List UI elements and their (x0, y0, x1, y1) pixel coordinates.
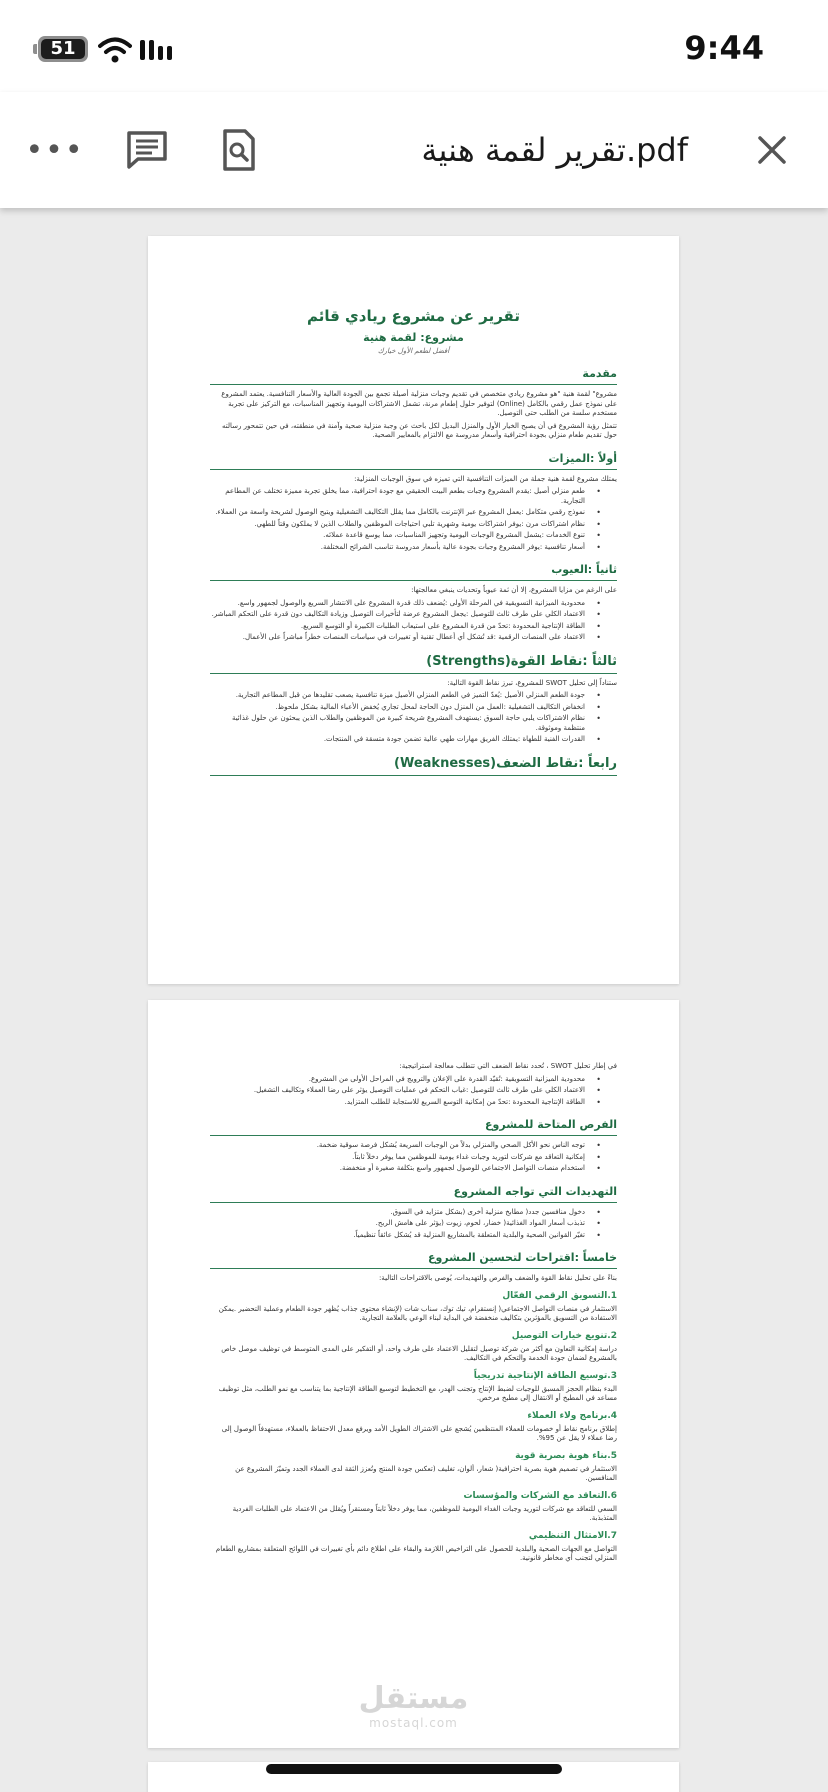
list-item: • محدودية الميزانية التسويقية في المرحلة الأولى :يُضعف ذلك قدرة المشروع على الانتشار السريع والوصول لجمهور واسع. (210, 599, 587, 609)
suggestion-text: إطلاق برنامج نقاط أو خصومات للعملاء المنتظمين يُشجع على الاشتراك الطويل الأمد ويرفع معدل الاحتفاظ بالعملاء، مستهدفاً الوصول إلى رضا عملاء لا يقل عن 95%. (221, 1424, 617, 1442)
close-icon[interactable] (742, 92, 802, 208)
report-subtitle: مشروع: لقمة هنية (363, 331, 464, 344)
suggestion-text: الاستثمار في تصميم هوية بصرية احترافية( شعار، ألوان، تغليف (تعكس جودة المنتج وتُعزز الثقة لدى العملاء الجدد وتميّز المشروع عن المنافسين. (235, 1464, 617, 1482)
paragraph: تتمثل رؤية المشروع في أن يصبح الخيار الأول والمنزل البديل لكل باحث عن وجبة منزلية صحية وآمنة في منطقته، في حين تتمحور رسالته حول تقديم طعام منزلي بجودة احترافية وأسعار مدروسة مع الالتزام بالمعايير الصحية. (222, 421, 617, 439)
list-item: • توجه الناس نحو الأكل الصحي والمنزلي بدلاً من الوجبات السريعة يُشكل فرصة سوقية ضخمة. (210, 1141, 587, 1151)
section-heading: أولاً :الميزات (210, 451, 617, 470)
watermark-text: مستقل (358, 1681, 469, 1716)
list-item: • نظام اشتراكات مرن :يوفر اشتراكات يومية وشهرية تلبي احتياجات الموظفين والطلاب الذين لا يملكون وقتاً للطهي. (210, 520, 587, 530)
paragraph: في إطار تحليل SWOT ، تُحدد نقاط الضعف التي تتطلب معالجة استراتيجية: (399, 1062, 617, 1070)
bullet-list (210, 1075, 587, 1108)
list-item: • نموذج رقمي متكامل :يعمل المشروع عبر الإنترنت بالكامل مما يقلل التكاليف التشغيلية ويتيح الوصول لشريحة واسعة من العملاء. (210, 508, 587, 518)
section-heading: مقدمة (210, 366, 617, 385)
list-item: • انخفاض التكاليف التشغيلية :العمل من المنزل دون الحاجة لمحل تجاري يُخفض الأعباء المالية بشكل ملحوظ. (210, 703, 587, 713)
list-item: • الاعتماد على المنصات الرقمية :قد تُشكل أي أعطال تقنية أو تغييرات في سياسات المنصات خطراً مباشراً على الأعمال. (210, 633, 587, 643)
suggestion-title: 4.برنامج ولاء العملاء (527, 1410, 617, 1421)
bullet-list (210, 1208, 587, 1241)
suggestion-title: 5.بناء هوية بصرية قوية (515, 1450, 617, 1461)
list-item: • جودة الطعم المنزلي الأصيل :يُعدّ التميز في الطعم المنزلي الأصيل ميزة تنافسية يصعب تقليدها من قبل المطاعم التجارية. (210, 691, 587, 701)
suggestion-title: 2.تنويع خيارات التوصيل (511, 1330, 617, 1341)
battery-level: 51 (41, 39, 85, 59)
bullet-list (210, 1141, 587, 1174)
list-item: • تغيّر القوانين الصحية والبلدية المتعلقة بالمشاريع المنزلية قد يُشكل عائقاً تنظيمياً. (210, 1231, 587, 1241)
suggestion-title: 7.الامتثال التنظيمي (528, 1530, 617, 1541)
battery-icon (38, 36, 88, 62)
section-heading: الفرص المتاحة للمشروع (210, 1117, 617, 1136)
section-heading: ثانياً :العيوب (210, 562, 617, 581)
pdf-page-2 (148, 1000, 679, 1748)
status-bar (0, 0, 828, 92)
paragraph: على الرغم من مزايا المشروع، إلا أن ثمة عيوباً وتحديات ينبغي معالجتها: (411, 586, 617, 594)
list-item: • نظام الاشتراكات يلبي حاجة السوق :يستهدف المشروع شريحة كبيرة من الموظفين والطلاب الذين يبحثون عن حلول غذائية منتظمة وموثوقة. (210, 714, 587, 733)
list-item: • القدرات الفنية للطهاة :يمتلك الفريق مهارات طهي عالية تضمن جودة متسقة في المنتجات. (210, 735, 587, 745)
section-heading: التهديدات التي تواجه المشروع (210, 1184, 617, 1203)
section-heading: رابعاً :نقاط الضعف(Weaknesses) (210, 755, 617, 776)
list-item: • تنوع الخدمات :يشمل المشروع الوجبات اليومية وتجهيز المناسبات، مما يوسع قاعدة عملائه. (210, 531, 587, 541)
suggestion-title: 1.التسويق الرقمي الفعّال (502, 1290, 617, 1301)
report-tagline: أفضل لطعم الأول خيارك (377, 347, 450, 355)
suggestion-text: التواصل مع الجهات الصحية والبلدية للحصول على التراخيص اللازمة والبقاء على اطلاع دائم بأي تغييرات في اللوائح المتعلقة بمشاريع الطعام المنزلي لتجنب أي مخاطر قانونية. (215, 1544, 617, 1562)
status-time: 9:44 (684, 29, 764, 67)
pdf-viewer-toolbar (0, 92, 828, 208)
list-item: • استخدام منصات التواصل الاجتماعي للوصول لجمهور واسع بتكلفة صغيرة أو منخفضة. (210, 1164, 587, 1174)
list-item: • الطاقة الإنتاجية المحدودة :تحدّ من إمكانية التوسع السريع للاستجابة للطلب المتزايد. (210, 1098, 587, 1108)
comment-icon[interactable] (122, 92, 172, 208)
suggestion-text: البدء بنظام الحجز المسبق للوجبات لضبط الإنتاج وتجنب الهدر، مع التخطيط لتوسيع الطاقة الإنتاجية بما يتناسب مع نمو الطلب، مثل توظيف مساعد في المطبخ أو الانتقال إلى مطبخ مرخص. (218, 1384, 617, 1402)
watermark-logo (148, 1682, 679, 1730)
section-heading: ثالثاً :نقاط القوة(Strengths) (210, 653, 617, 674)
suggestion-text: الاستثمار في منصات التواصل الاجتماعي( إنستقرام، تيك توك، سناب شات (لإنشاء محتوى جذاب يُظهر جودة الطعام وعملية التحضير .يمكن الاستفادة من التسويق بالمؤثرين بتكاليف منخفضة في البداية لبناء الوعي بالعلامة التجارية. (218, 1304, 617, 1322)
list-item: • الطاقة الإنتاجية المحدودة :تحدّ من قدرة المشروع على استيعاب الطلبات الكبيرة أو التوسع السريع. (210, 622, 587, 632)
section-heading: خامساً :اقتراحات لتحسين المشروع (210, 1250, 617, 1269)
pdf-page-1 (148, 236, 679, 984)
list-item: • دخول منافسين جدد( مطابخ منزلية أخرى (بشكل متزايد في السوق. (210, 1208, 587, 1218)
paragraph: ستناداً إلى تحليل SWOT للمشروع، تبرز نقاط القوة التالية: (447, 678, 617, 687)
list-item: • الاعتماد الكلي على طرف ثالث للتوصيل :يجعل المشروع عرضة لتأخيرات التوصيل وزيادة التكاليف دون قدرة على التحكم المباشر. (210, 610, 587, 620)
suggestion-title: 6.التعاقد مع الشركات والمؤسسات (463, 1490, 617, 1501)
home-indicator[interactable] (266, 1764, 562, 1774)
bullet-list (210, 487, 587, 552)
paragraph: مشروع" لقمة هنية "هو مشروع ريادي متخصص في تقديم وجبات منزلية أصيلة تجمع بين الجودة العالية والأسعار التنافسية. يعتمد المشروع على نموذج عمل رقمي بالكامل (Online) لتوفير حلول إطعام مرنة، تشمل الاشتراكات اليومية وتجهيز المناسبات، مع التركيز على تجربة مستخدم سلسة من الطلب حتى التوصيل. (221, 390, 617, 417)
list-item: • إمكانية التعاقد مع شركات لتوريد وجبات غداء يومية للموظفين مما يوفر دخلاً ثابتاً. (210, 1153, 587, 1163)
paragraph: بناءً على تحليل نقاط القوة والضعف والفرص والتهديدات، يُوصى بالاقتراحات التالية: (378, 1274, 617, 1282)
suggestion-text: دراسة إمكانية التعاون مع أكثر من شركة توصيل لتقليل الاعتماد على طرف واحد، أو التفكير على المدى المتوسط في توظيف موصل خاص بالمشروع لضمان جودة الخدمة والتحكم في التكاليف. (221, 1344, 617, 1362)
watermark-url: mostaql.com (369, 1716, 458, 1730)
more-icon[interactable]: ••• (25, 132, 85, 168)
search-document-icon[interactable] (214, 92, 264, 208)
list-item: • أسعار تنافسية :يوفر المشروع وجبات بجودة عالية بأسعار مدروسة تناسب الشرائح المختلفة. (210, 543, 587, 553)
paragraph: يمتلك مشروع لقمة هنية جملة من الميزات التنافسية التي تميزه في سوق الوجبات المنزلية: (354, 474, 617, 483)
list-item: • الاعتماد الكلي على طرف ثالث للتوصيل :غياب التحكم في عمليات التوصيل يؤثر على رضا العملاء وتكاليف التشغيل. (210, 1086, 587, 1096)
cellular-signal-icon (140, 38, 176, 62)
document-title: تقرير لقمة هنية.pdf (421, 131, 688, 169)
list-item: • تذبذب أسعار المواد الغذائية( خضار، لحوم، زيوت (يؤثر على هامش الربح. (210, 1219, 587, 1229)
bullet-list (210, 599, 587, 643)
bullet-list (210, 691, 587, 745)
report-title: تقرير عن مشروع ريادي قائم (306, 307, 520, 325)
wifi-icon (98, 36, 132, 64)
list-item: • محدودية الميزانية التسويقية :تُقيّد القدرة على الإعلان والترويج في المراحل الأولى من المشروع. (210, 1075, 587, 1085)
list-item: • طعم منزلي أصيل :يقدم المشروع وجبات بطعم البيت الحقيقي مع جودة احترافية، مما يخلق تجربة مميزة تختلف عن المطاعم التجارية. (210, 487, 587, 506)
suggestion-title: 3.توسيع الطاقة الإنتاجية تدريجياً (473, 1370, 617, 1381)
suggestion-text: السعي للتعاقد مع شركات لتوريد وجبات الغداء اليومية للموظفين، مما يوفر دخلاً ثابتاً ومستقراً ويُقلل من الاعتماد على الطلبات الفردية المتذبذبة. (232, 1504, 617, 1522)
